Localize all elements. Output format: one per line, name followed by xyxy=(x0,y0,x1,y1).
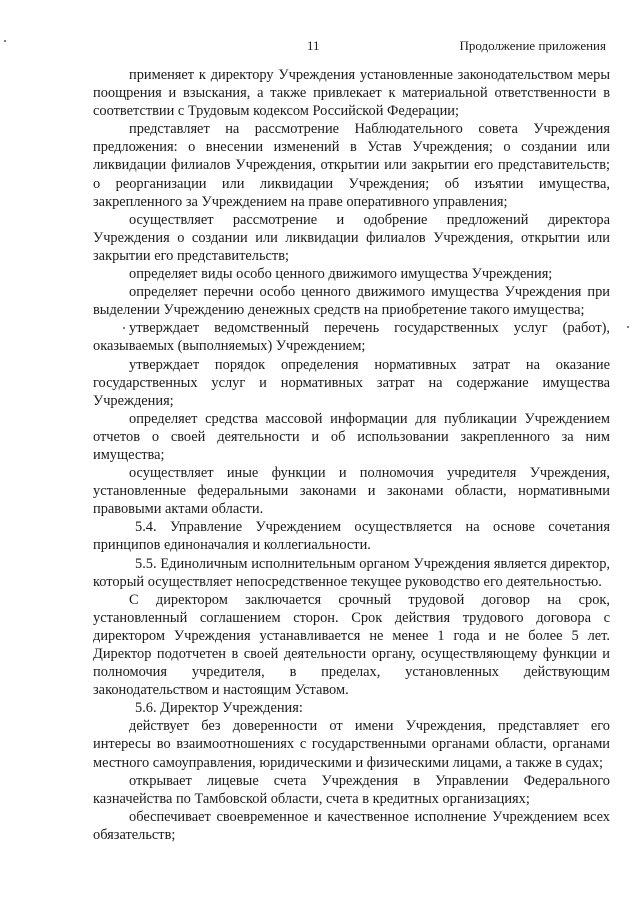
paragraph-services-list: утверждает ведомственный перечень государственных услуг (работ), оказываемых (выполняемых) Учреждением; xyxy=(93,320,610,355)
scan-speck xyxy=(627,326,629,328)
paragraph-apply-measures: применяет к директору Учреждения установленные законодательством меры поощрения и взыскания, а также привлекает к материальной ответственности в соответствии с Трудовым кодексом Российской Федерации; xyxy=(93,67,610,120)
paragraph-acts-without-proxy: действует без доверенности от имени Учреждения, представляет его интересы во взаимоотношениях с государственными органами области, органами местного самоуправления, юридическими и физическими лицами, а также в судах; xyxy=(93,718,610,771)
page-header xyxy=(0,38,640,58)
paragraph-normative-costs: утверждает порядок определения нормативных затрат на оказание государственных услуг и нормативных затрат на содержание имущества Учреждения; xyxy=(93,356,610,409)
scan-speck xyxy=(4,40,6,42)
clause-5-6: 5.6. Директор Учреждения: xyxy=(135,700,303,717)
paragraph-opens-accounts: открывает лицевые счета Учреждения в Управлении Федерального казначейства по Тамбовской области, счета в кредитных организациях; xyxy=(93,772,610,807)
paragraph-submit-proposals: представляет на рассмотрение Наблюдательного совета Учреждения предложения: о внесении изменений в Устав Учреждения; о создании или ликвидации филиалов Учреждения, открытии или закрытии его представительств; о реорганизации или ликвидации Учреждения; об изъятии имущества, закрепленного за Учреждением на праве оперативного управления; xyxy=(93,121,610,210)
clause-5-4: 5.4. Управление Учреждением осуществляется на основе сочетания принципов единоначалия и коллегиальности. xyxy=(93,519,610,554)
scan-speck xyxy=(123,327,125,329)
paragraph-other-functions: осуществляет иные функции и полномочия учредителя Учреждения, установленные федеральными законами и законами области, нормативными правовыми актами области. xyxy=(93,465,610,518)
continuation-label: Продолжение приложения xyxy=(459,38,606,53)
document-body xyxy=(93,66,610,844)
paragraph-mass-media: определяет средства массовой информации для публикации Учреждением отчетов о своей деятельности и об использовании закрепленного за ним имущества; xyxy=(93,410,610,463)
paragraph-valuable-property-types: определяет виды особо ценного движимого имущества Учреждения; xyxy=(129,266,553,283)
paragraph-valuable-property-lists: определяет перечни особо ценного движимого имущества Учреждения при выделении Учреждению денежных средств на приобретение такого имущества; xyxy=(93,284,610,319)
paragraph-approve-proposals: осуществляет рассмотрение и одобрение предложений директора Учреждения о создании или ликвидации филиалов Учреждения, открытии или закрытии его представительств; xyxy=(93,211,610,264)
clause-5-5: 5.5. Единоличным исполнительным органом Учреждения является директор, который осуществляет непосредственное текущее руководство его деятельностью. xyxy=(93,555,610,590)
paragraph-ensures-obligations: обеспечивает своевременное и качественное исполнение Учреждением всех обязательств; xyxy=(93,808,610,843)
paragraph-employment-contract: С директором заключается срочный трудовой договор на срок, установленный соглашением сторон. Срок действия трудового договора с директором Учреждения устанавливается не менее 1 года и не более 5 лет. Директор подотчетен в своей деятельности органу, осуществляющему функции и полномочия учредителя, в пределах, установленных действующим законодательством и настоящим Уставом. xyxy=(93,591,610,699)
page-number: 11 xyxy=(307,38,320,53)
